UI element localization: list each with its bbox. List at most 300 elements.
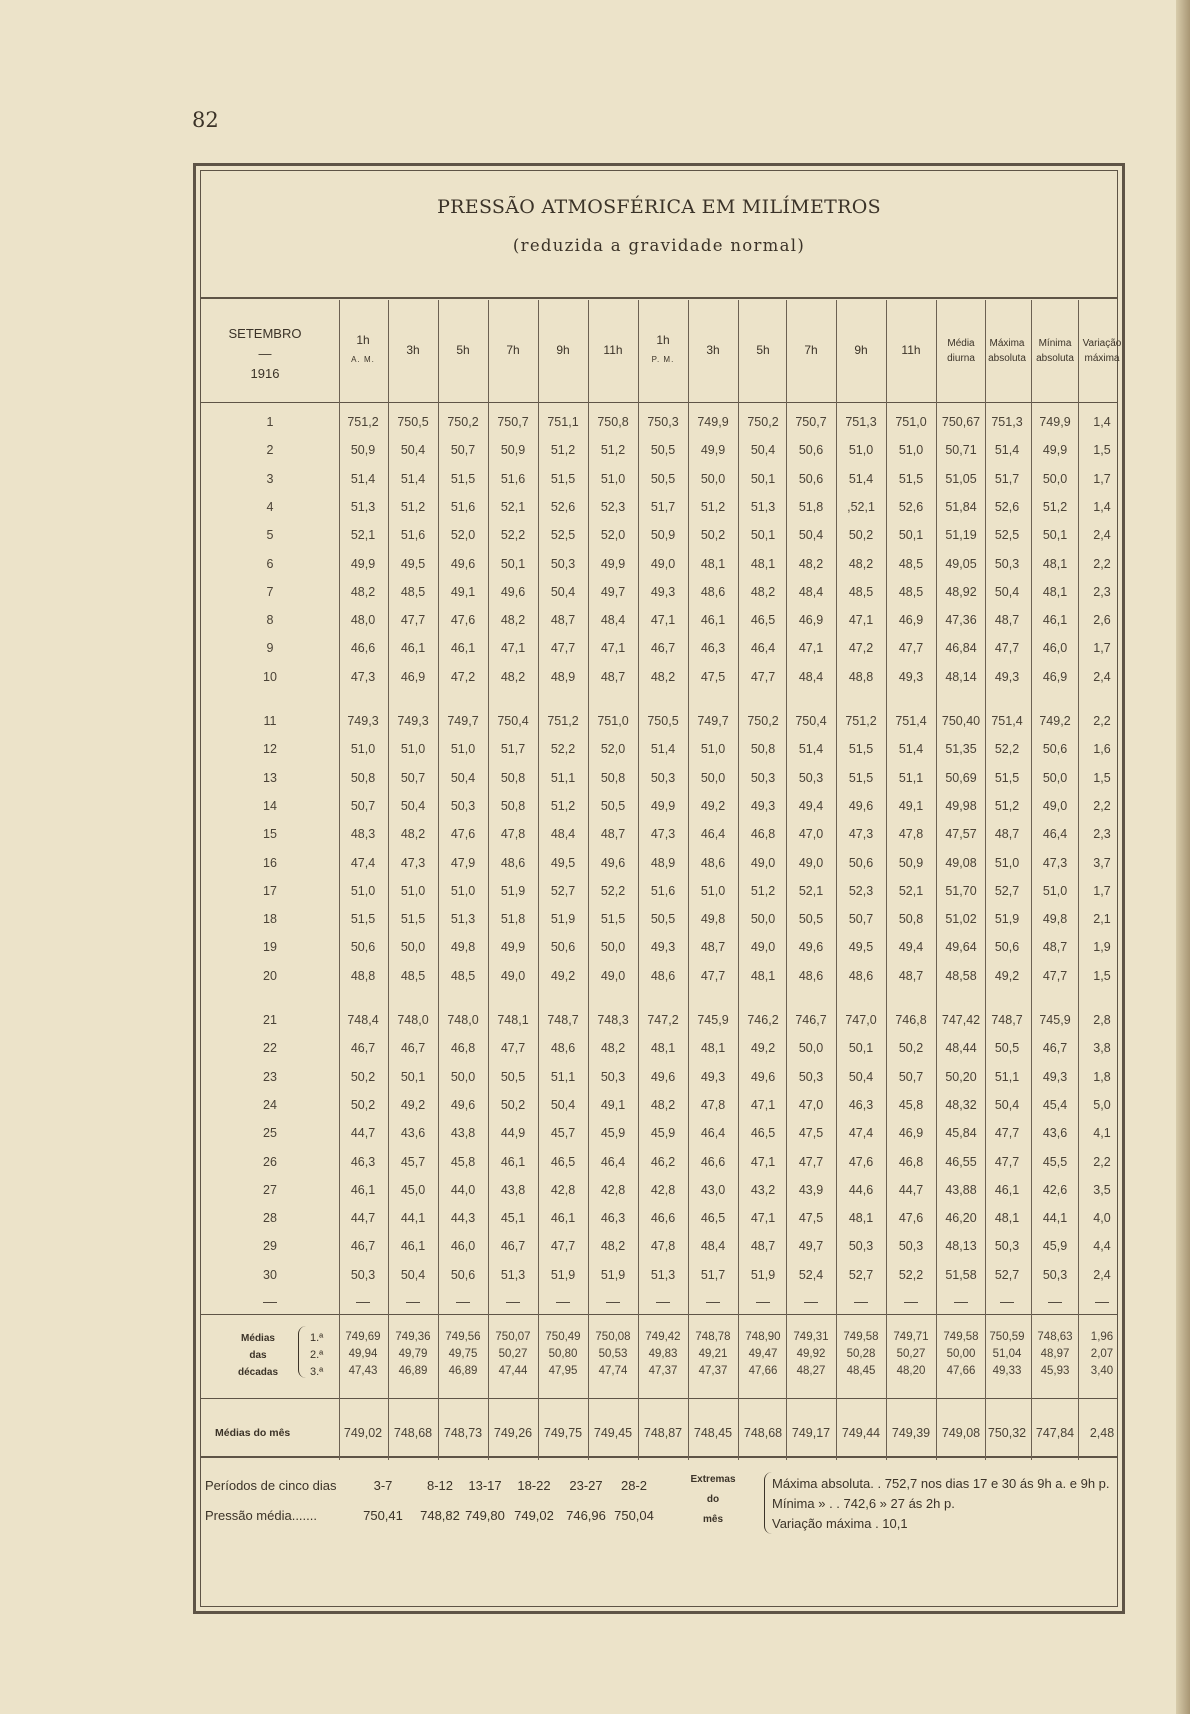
column-header-label: Variação máxima [1082, 338, 1122, 364]
day-cell: 5 [266, 528, 274, 543]
decade-label-line: décadas [237, 1367, 279, 1378]
value-cell: 51,6 [450, 499, 476, 514]
value-cell: 48,2 [848, 556, 874, 571]
value-cell: 51,0 [994, 855, 1020, 870]
value-cell: 50,3 [750, 770, 776, 785]
month-mean-cell: 749,17 [791, 1426, 831, 1440]
table-row [200, 585, 1118, 609]
value-cell: 50,7 [450, 443, 476, 458]
value-cell: 46,7 [1042, 1041, 1068, 1056]
column-header [639, 300, 687, 400]
value-cell: 1,7 [1093, 883, 1111, 898]
value-cell: 751,3 [991, 415, 1023, 429]
value-cell: 48,6 [700, 584, 726, 599]
column-header [1079, 300, 1125, 400]
value-cell: 52,6 [994, 499, 1020, 514]
value-cell: 51,2 [994, 798, 1020, 813]
value-cell: 45,9 [600, 1126, 626, 1141]
value-cell: 50,69 [945, 770, 977, 785]
value-cell: 51,2 [750, 883, 776, 898]
column-header [787, 300, 835, 400]
value-cell: 50,4 [994, 1097, 1020, 1112]
decade-value-cell: 47,66 [748, 1365, 778, 1377]
decade-row [200, 1365, 1118, 1389]
decade-value-cell: 46,89 [398, 1365, 428, 1377]
value-cell: 3,7 [1093, 855, 1111, 870]
value-cell: 45,84 [945, 1126, 977, 1141]
value-cell: 52,0 [450, 528, 476, 543]
column-header-label: 1h [656, 333, 670, 347]
value-cell: 47,1 [848, 613, 874, 628]
value-cell: 50,20 [945, 1069, 977, 1084]
table-row [200, 856, 1118, 880]
value-cell: 50,8 [898, 912, 924, 927]
value-cell: 43,0 [700, 1182, 726, 1197]
value-cell: 51,1 [550, 770, 576, 785]
decade-value-cell: 50,27 [896, 1348, 926, 1360]
value-cell: 50,4 [400, 1267, 426, 1282]
value-cell: 51,0 [450, 742, 476, 757]
value-cell: 47,8 [700, 1097, 726, 1112]
period-range: 13-17 [468, 1478, 502, 1493]
value-cell: 49,3 [750, 798, 776, 813]
value-cell: 51,58 [945, 1267, 977, 1282]
table-row [200, 969, 1118, 993]
value-cell: 46,9 [798, 613, 824, 628]
value-cell: 48,5 [848, 584, 874, 599]
dash-cell: — [506, 1293, 520, 1309]
value-cell: 50,0 [1042, 770, 1068, 785]
value-cell: 51,8 [500, 912, 526, 927]
day-cell: 22 [263, 1041, 277, 1056]
value-cell: 50,1 [750, 528, 776, 543]
value-cell: 748,7 [991, 1013, 1023, 1027]
value-cell: 51,35 [945, 742, 977, 757]
value-cell: 50,4 [400, 443, 426, 458]
value-cell: 49,5 [550, 855, 576, 870]
value-cell: 49,98 [945, 798, 977, 813]
value-cell: 47,3 [650, 827, 676, 842]
value-cell: 49,0 [600, 968, 626, 983]
period-pressure: 746,96 [566, 1508, 606, 1523]
value-cell: 48,1 [750, 556, 776, 571]
value-cell: 51,0 [848, 443, 874, 458]
table-row [200, 1126, 1118, 1150]
value-cell: 50,3 [550, 556, 576, 571]
value-cell: 49,6 [600, 855, 626, 870]
value-cell: 43,8 [500, 1182, 526, 1197]
value-cell: 46,0 [1042, 641, 1068, 656]
day-cell: 19 [263, 940, 277, 955]
value-cell: 42,8 [650, 1182, 676, 1197]
value-cell: 745,9 [1039, 1013, 1071, 1027]
decade-value-cell: 48,27 [796, 1365, 826, 1377]
value-cell: 50,3 [994, 1239, 1020, 1254]
value-cell: 751,0 [895, 415, 927, 429]
day-cell: 18 [263, 912, 277, 927]
column-header-label: 7h [506, 343, 520, 357]
dash-cell: — [456, 1293, 470, 1309]
decade-value-cell: 49,83 [648, 1348, 678, 1360]
value-cell: 48,32 [945, 1097, 977, 1112]
period-pressure: 749,02 [514, 1508, 554, 1523]
value-cell: 51,0 [1042, 883, 1068, 898]
value-cell: 51,0 [350, 883, 376, 898]
column-header-label: 7h [804, 343, 818, 357]
table-row [200, 1239, 1118, 1263]
table-row [200, 613, 1118, 637]
value-cell: 48,2 [650, 1097, 676, 1112]
month-means-label: Médias do mês [215, 1427, 291, 1439]
value-cell: 51,9 [550, 1267, 576, 1282]
value-cell: 47,57 [945, 827, 977, 842]
value-cell: 46,20 [945, 1211, 977, 1226]
column-header-label: 11h [901, 343, 921, 357]
value-cell: 48,6 [700, 855, 726, 870]
value-cell: 47,0 [798, 1097, 824, 1112]
column-header-label: 3h [706, 343, 720, 357]
page-number: 82 [192, 108, 219, 132]
decade-label-line: das [249, 1350, 267, 1361]
value-cell: 748,7 [547, 1013, 579, 1027]
value-cell: 46,5 [750, 1126, 776, 1141]
value-cell: 751,0 [597, 714, 629, 728]
value-cell: 48,4 [798, 669, 824, 684]
value-cell: 2,6 [1093, 613, 1111, 628]
decade-value-cell: 47,95 [548, 1365, 578, 1377]
value-cell: 46,1 [700, 613, 726, 628]
day-cell: 21 [263, 1013, 277, 1027]
value-cell: 47,2 [450, 669, 476, 684]
value-cell: 50,4 [798, 528, 824, 543]
table-row [200, 1211, 1118, 1235]
value-cell: 45,7 [550, 1126, 576, 1141]
value-cell: 2,3 [1093, 584, 1111, 599]
value-cell: 47,5 [798, 1126, 824, 1141]
day-cell: 13 [263, 770, 277, 785]
value-cell: 46,4 [1042, 827, 1068, 842]
value-cell: 1,9 [1093, 940, 1111, 955]
value-cell: 47,7 [550, 1239, 576, 1254]
periods-label: Períodos de cinco dias [205, 1478, 337, 1493]
decade-value-cell: 49,47 [748, 1348, 778, 1360]
value-cell: 750,2 [747, 714, 779, 728]
table-row [200, 799, 1118, 823]
value-cell: 48,2 [600, 1239, 626, 1254]
value-cell: 51,4 [350, 471, 376, 486]
value-cell: 46,8 [750, 827, 776, 842]
day-cell: 28 [263, 1211, 277, 1226]
value-cell: 50,6 [848, 855, 874, 870]
day-cell: 11 [263, 714, 277, 728]
value-cell: 48,7 [898, 968, 924, 983]
day-cell: 1 [266, 415, 274, 429]
value-cell: 50,5 [600, 798, 626, 813]
decade-value-cell: 45,93 [1040, 1365, 1070, 1377]
page-edge-shadow [1176, 0, 1190, 1714]
value-cell: 749,7 [447, 714, 479, 728]
value-cell: 48,2 [400, 827, 426, 842]
day-cell: 10 [263, 669, 277, 684]
period-range: 3-7 [373, 1478, 393, 1493]
value-cell: 50,9 [898, 855, 924, 870]
period-pressure: 749,80 [465, 1508, 505, 1523]
value-cell: 47,9 [450, 855, 476, 870]
value-cell: 47,6 [450, 827, 476, 842]
value-cell: 51,3 [750, 499, 776, 514]
day-cell: 30 [263, 1267, 277, 1282]
month-mean-cell: 749,44 [841, 1426, 881, 1440]
value-cell: 46,0 [450, 1239, 476, 1254]
decade-value-cell: 47,44 [498, 1365, 528, 1377]
day-cell: 14 [263, 798, 277, 813]
value-cell: 46,1 [350, 1182, 376, 1197]
value-cell: 44,3 [450, 1211, 476, 1226]
value-cell: 48,6 [550, 1041, 576, 1056]
value-cell: 49,7 [600, 584, 626, 599]
month-mean-cell: 748,87 [643, 1426, 683, 1440]
value-cell: 51,6 [400, 528, 426, 543]
value-cell: 48,5 [898, 556, 924, 571]
value-cell: 47,3 [350, 669, 376, 684]
value-cell: 3,8 [1093, 1041, 1111, 1056]
value-cell: 52,1 [500, 499, 526, 514]
value-cell: 49,9 [350, 556, 376, 571]
column-header [938, 300, 984, 400]
value-cell: 51,1 [994, 1069, 1020, 1084]
value-cell: 52,7 [994, 1267, 1020, 1282]
decade-value-cell: 48,20 [896, 1365, 926, 1377]
value-cell: 46,1 [450, 641, 476, 656]
table-row [200, 912, 1118, 936]
dash-row [200, 1293, 1118, 1317]
month-mean-cell: 749,08 [941, 1426, 981, 1440]
day-cell: 26 [263, 1154, 277, 1169]
value-cell: 48,14 [945, 669, 977, 684]
extremes-label-line: mês [702, 1514, 723, 1525]
value-cell: 50,1 [750, 471, 776, 486]
table-row [200, 1041, 1118, 1065]
decade-value-cell: 2,07 [1090, 1348, 1114, 1360]
value-cell: 5,0 [1093, 1097, 1111, 1112]
value-cell: 50,5 [798, 912, 824, 927]
day-cell: 20 [263, 968, 277, 983]
value-cell: 48,5 [400, 584, 426, 599]
value-cell: 51,2 [1042, 499, 1068, 514]
value-cell: 43,2 [750, 1182, 776, 1197]
value-cell: 49,0 [1042, 798, 1068, 813]
value-cell: 48,1 [1042, 556, 1068, 571]
day-cell: 3 [266, 471, 274, 486]
value-cell: 46,7 [650, 641, 676, 656]
value-cell: 51,9 [750, 1267, 776, 1282]
decade-value-cell: 49,79 [398, 1348, 428, 1360]
value-cell: 47,8 [650, 1239, 676, 1254]
month-mean-cell: 749,26 [493, 1426, 533, 1440]
month-means-bottom-rule [200, 1456, 1118, 1458]
value-cell: 746,2 [747, 1013, 779, 1027]
dash-cell: — [1000, 1293, 1014, 1309]
value-cell: 48,2 [750, 584, 776, 599]
value-cell: 48,2 [500, 613, 526, 628]
value-cell: 1,8 [1093, 1069, 1111, 1084]
value-cell: 750,4 [795, 714, 827, 728]
period-range: 28-2 [620, 1478, 648, 1493]
value-cell: 49,5 [848, 940, 874, 955]
value-cell: 44,0 [450, 1182, 476, 1197]
value-cell: 51,4 [798, 742, 824, 757]
value-cell: 47,5 [798, 1211, 824, 1226]
value-cell: 750,4 [497, 714, 529, 728]
decade-value-cell: 48,45 [846, 1365, 876, 1377]
value-cell: 48,9 [650, 855, 676, 870]
value-cell: 50,4 [848, 1069, 874, 1084]
month-mean-cell: 749,02 [343, 1426, 383, 1440]
value-cell: 44,1 [1042, 1211, 1068, 1226]
day-cell: 7 [266, 584, 274, 599]
value-cell: 49,64 [945, 940, 977, 955]
table-row [200, 940, 1118, 964]
value-cell: 51,2 [600, 443, 626, 458]
value-cell: 51,5 [994, 770, 1020, 785]
decade-label-line: Médias [241, 1333, 275, 1344]
value-cell: 46,1 [400, 641, 426, 656]
value-cell: 47,0 [798, 827, 824, 842]
value-cell: 750,5 [397, 415, 429, 429]
value-cell: 51,7 [650, 499, 676, 514]
value-cell: 52,7 [994, 883, 1020, 898]
column-header [837, 300, 885, 400]
value-cell: 747,42 [941, 1013, 981, 1027]
value-cell: 49,6 [848, 798, 874, 813]
value-cell: 51,6 [650, 883, 676, 898]
value-cell: 50,0 [600, 940, 626, 955]
value-cell: 748,0 [397, 1013, 429, 1027]
value-cell: 45,8 [898, 1097, 924, 1112]
value-cell: 47,7 [898, 641, 924, 656]
value-cell: 50,3 [1042, 1267, 1068, 1282]
value-cell: 746,8 [895, 1013, 927, 1027]
value-cell: 50,1 [1042, 528, 1068, 543]
value-cell: 48,4 [600, 613, 626, 628]
value-cell: 46,5 [700, 1211, 726, 1226]
value-cell: 49,5 [400, 556, 426, 571]
dash-cell: — [356, 1293, 370, 1309]
value-cell: 748,3 [597, 1013, 629, 1027]
dash-cell: — [1048, 1293, 1062, 1309]
value-cell: 750,67 [941, 415, 981, 429]
value-cell: 48,92 [945, 584, 977, 599]
value-cell: 51,5 [898, 471, 924, 486]
column-header-label: 9h [854, 343, 868, 357]
value-cell: 50,4 [450, 770, 476, 785]
value-cell: 49,9 [600, 556, 626, 571]
value-cell: 51,4 [400, 471, 426, 486]
value-cell: 49,1 [898, 798, 924, 813]
value-cell: 51,4 [994, 443, 1020, 458]
value-cell: 49,0 [798, 855, 824, 870]
value-cell: 46,4 [600, 1154, 626, 1169]
value-cell: 50,3 [848, 1239, 874, 1254]
period-pressure: 750,41 [363, 1508, 403, 1523]
dash-cell: — [263, 1293, 277, 1309]
value-cell: 52,0 [600, 528, 626, 543]
value-cell: 44,7 [350, 1126, 376, 1141]
value-cell: 48,1 [848, 1211, 874, 1226]
column-header [339, 300, 387, 400]
value-cell: 47,1 [798, 641, 824, 656]
value-cell: 748,4 [347, 1013, 379, 1027]
value-cell: 52,2 [600, 883, 626, 898]
value-cell: 46,3 [600, 1211, 626, 1226]
decade-value-cell: 47,37 [648, 1365, 678, 1377]
value-cell: 51,0 [600, 471, 626, 486]
decade-value-cell: 750,59 [989, 1331, 1025, 1343]
value-cell: 51,2 [550, 798, 576, 813]
decade-value-cell: 749,36 [395, 1331, 431, 1343]
value-cell: 48,0 [350, 613, 376, 628]
value-cell: 48,2 [600, 1041, 626, 1056]
value-cell: 50,5 [500, 1069, 526, 1084]
value-cell: 48,8 [848, 669, 874, 684]
value-cell: 50,7 [350, 798, 376, 813]
table-subtitle: (reduzida a gravidade normal) [512, 236, 806, 255]
value-cell: 46,3 [350, 1154, 376, 1169]
value-cell: 45,1 [500, 1211, 526, 1226]
value-cell: ,52,1 [847, 499, 875, 514]
dash-cell: — [556, 1293, 570, 1309]
table-row [200, 415, 1118, 439]
value-cell: 49,4 [898, 940, 924, 955]
value-cell: 50,2 [898, 1041, 924, 1056]
decade-value-cell: 749,42 [645, 1331, 681, 1343]
decade-value-cell: 49,33 [992, 1365, 1022, 1377]
value-cell: 4,4 [1093, 1239, 1111, 1254]
value-cell: 46,7 [350, 1041, 376, 1056]
value-cell: 45,9 [650, 1126, 676, 1141]
value-cell: 48,6 [500, 855, 526, 870]
table-row [200, 771, 1118, 795]
value-cell: 47,1 [750, 1211, 776, 1226]
value-cell: 48,7 [750, 1239, 776, 1254]
value-cell: 49,7 [798, 1239, 824, 1254]
value-cell: 50,0 [700, 770, 726, 785]
column-header-label: Mínima absoluta [1036, 338, 1074, 364]
value-cell: 43,88 [945, 1182, 977, 1197]
value-cell: 48,6 [848, 968, 874, 983]
value-cell: 47,6 [450, 613, 476, 628]
value-cell: 48,7 [994, 827, 1020, 842]
decade-value-cell: 50,27 [498, 1348, 528, 1360]
value-cell: 48,1 [1042, 584, 1068, 599]
month-mean-cell: 748,73 [443, 1426, 483, 1440]
value-cell: 50,0 [700, 471, 726, 486]
value-cell: 52,6 [898, 499, 924, 514]
value-cell: 748,0 [447, 1013, 479, 1027]
value-cell: 51,0 [700, 742, 726, 757]
column-header-label: Máxima absoluta [988, 338, 1026, 364]
value-cell: 42,6 [1042, 1182, 1068, 1197]
value-cell: 46,4 [700, 1126, 726, 1141]
value-cell: 750,7 [795, 415, 827, 429]
value-cell: 48,6 [798, 968, 824, 983]
value-cell: 52,3 [600, 499, 626, 514]
value-cell: 46,7 [350, 1239, 376, 1254]
decade-ordinal: 3.ª [310, 1366, 324, 1378]
value-cell: 51,9 [500, 883, 526, 898]
value-cell: 46,9 [898, 1126, 924, 1141]
value-cell: 51,4 [848, 471, 874, 486]
